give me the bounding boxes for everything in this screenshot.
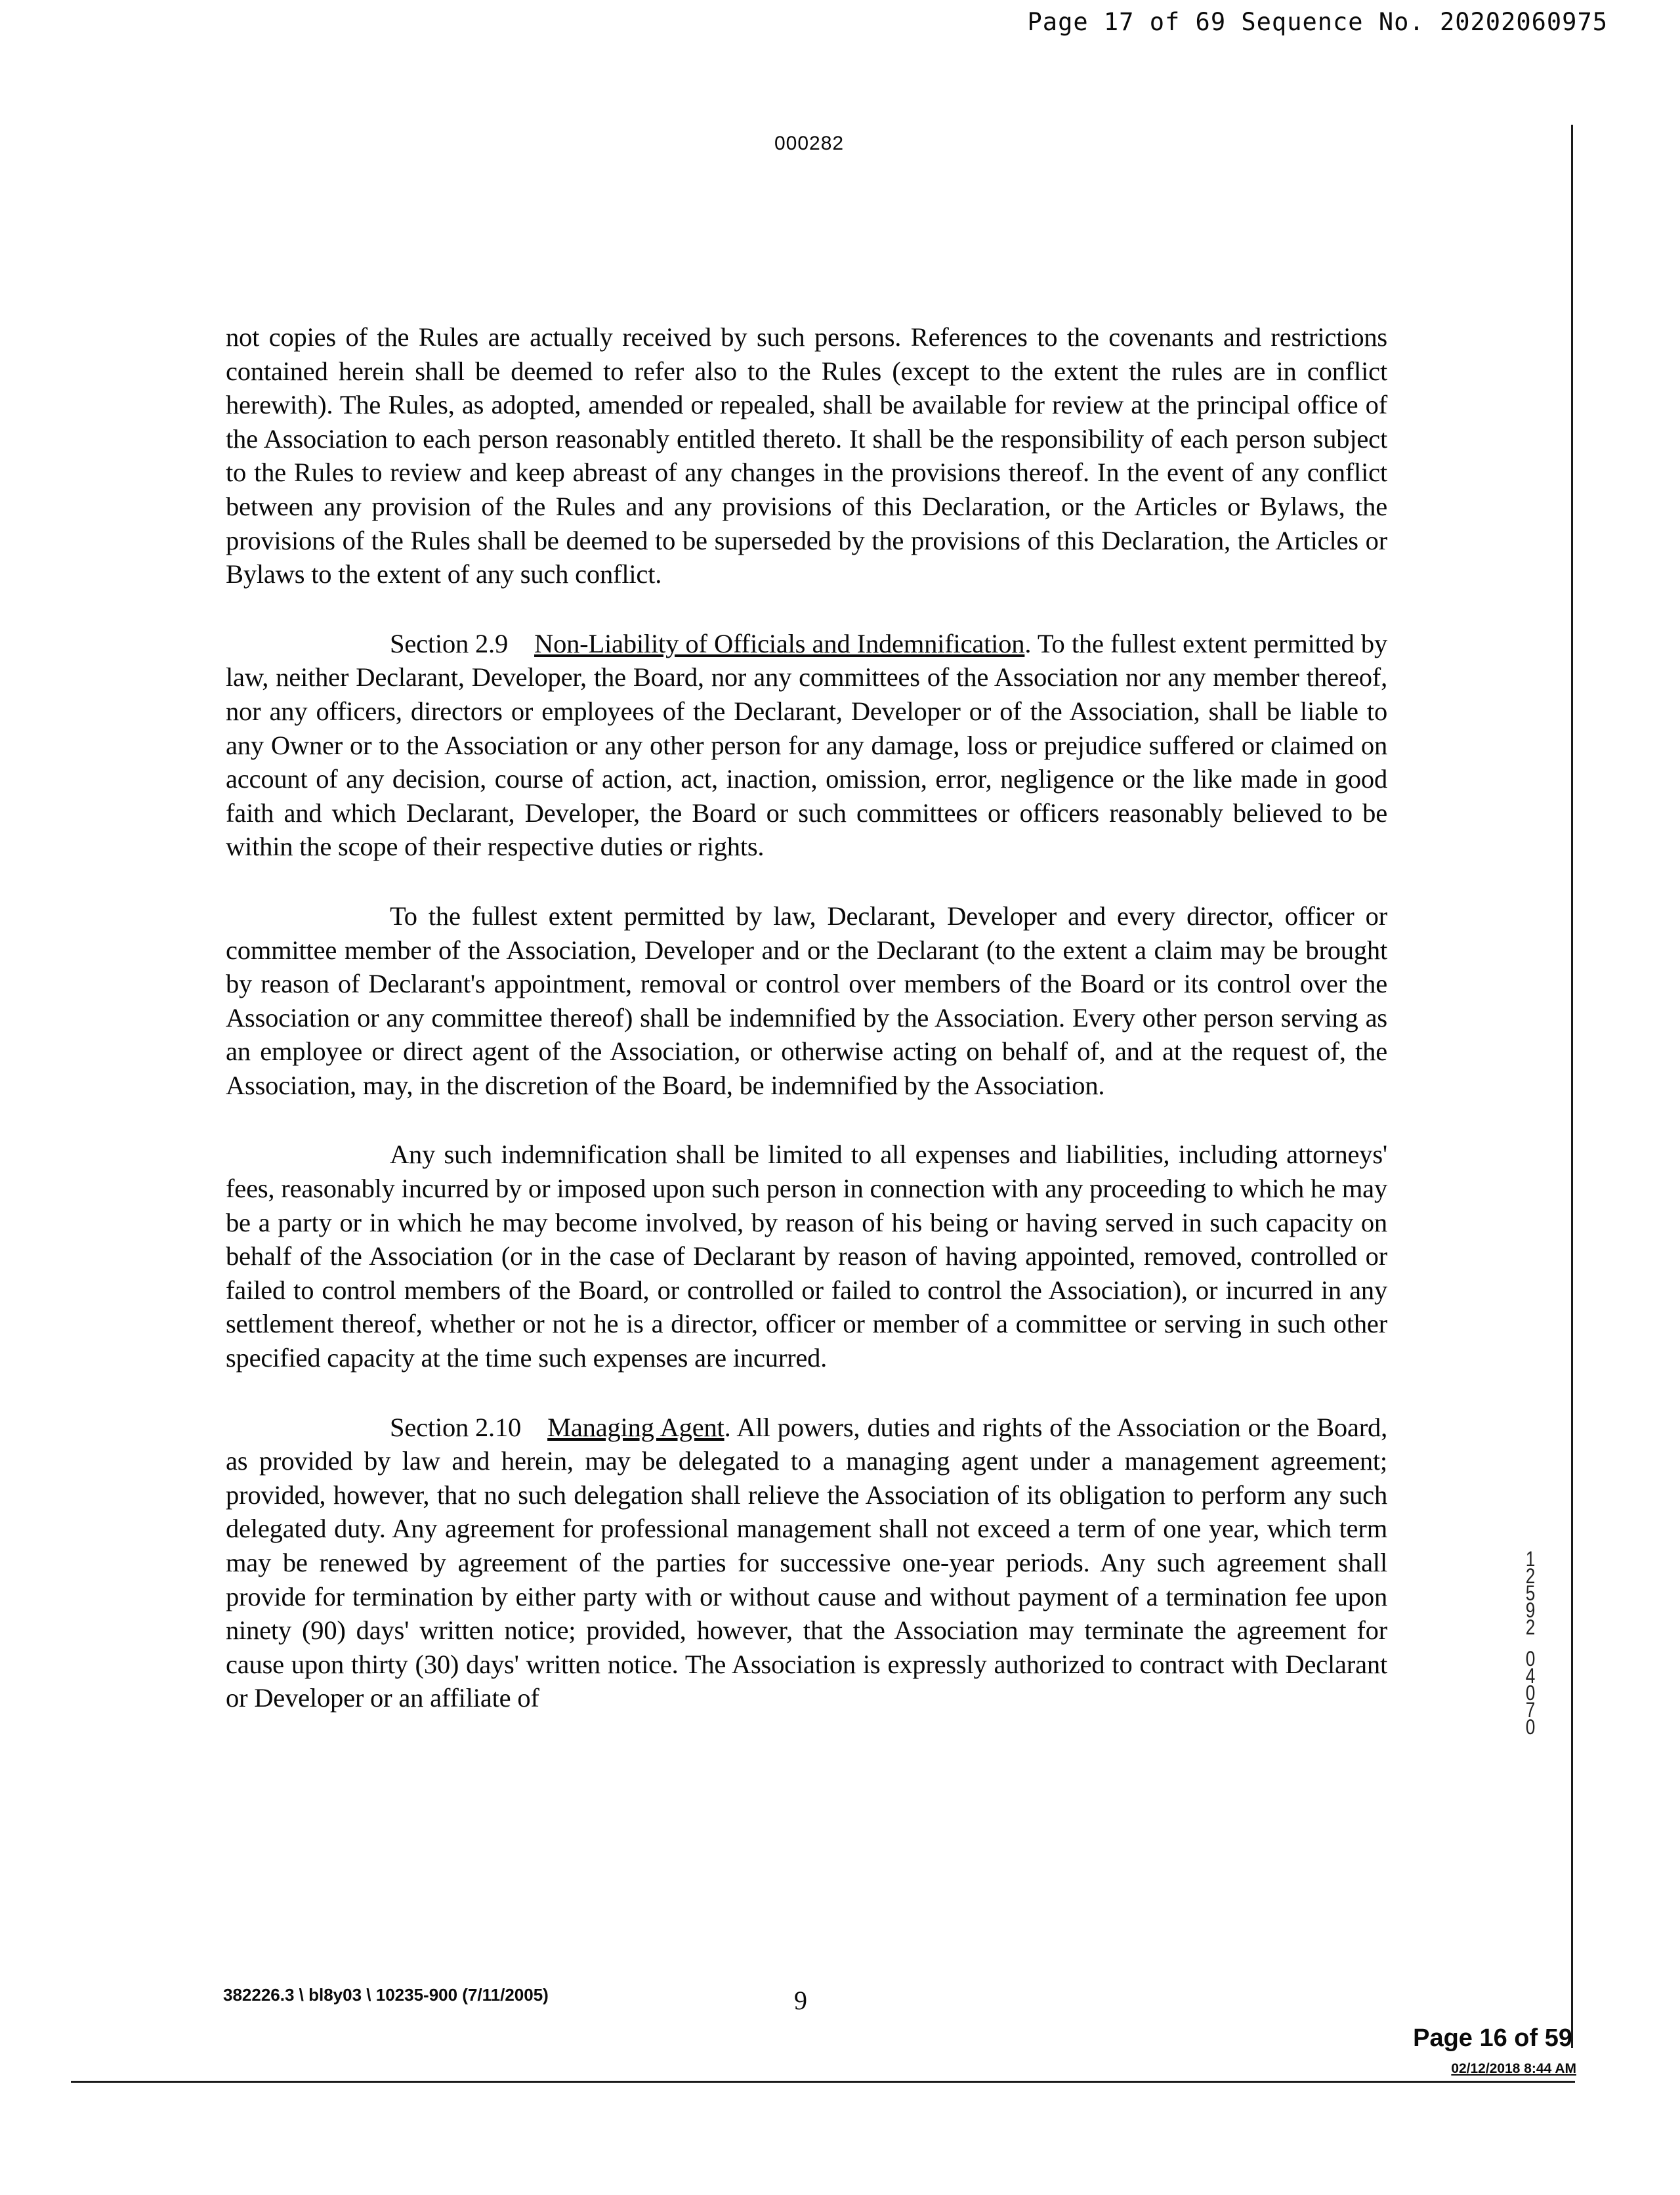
side-stamp-digit: 7 — [1525, 1698, 1536, 1722]
side-stamp-digit: 0 — [1525, 1681, 1536, 1705]
paragraph-indemnification — [226, 899, 1387, 1103]
section-2-10-label: Section 2.10 — [390, 1412, 522, 1442]
side-stamp-digit: 0 — [1525, 1647, 1536, 1671]
section-2-10-text: . All powers, duties and rights of the Association or the Board, as provided by law and herein, may be delegated to a managing agent under a management agreement; provided, however, that no such delegation shall relieve the Association of its obligation to perform any such delegated duty. Any agreement for professional management shall not exceed a term of one year, which term may be renewed by agreement of the parties for successive one-year periods. Any such agreement shall provide for termination by either party with or without cause and without payment of a termination fee upon ninety (90) days' written notice; provided, however, that the Association may terminate the agreement for cause upon thirty (30) days' written notice. The Association is expressly authorized to contract with Declarant or Developer or an affiliate of — [226, 1412, 1388, 1713]
paragraph-indemnification-text: To the fullest extent permitted by law, Declarant, Developer and every director, officer or committee member of the Association, Developer and or the Declarant (to the extent a claim may be brought by reason of Declarant's appointment, removal or control over members of the Board or its control over the Association or any committee thereof) shall be indemnified by the Association. Every other person serving as an employee or direct agent of the Association, or otherwise acting on behalf of, and at the request of, the Association, may, in the discretion of the Board, be indemnified by the Association. — [226, 901, 1387, 1100]
paragraph-rules-continued: not copies of the Rules are actually received by such persons. References to the covenants and restrictions contained herein shall be deemed to refer also to the Rules (except to the extent the rules are in conflict herewith). The Rules, as adopted, amended or repealed, shall be available for review at the principal office of the Association to each person reasonably entitled thereto. It shall be the responsibility of each person subject to the Rules to review and keep abreast of any changes in the provisions thereof. In the event of any conflict between any provision of the Rules and any provisions of this Declaration, or the Articles or Bylaws, the provisions of the Rules shall be deemed to be superseded by the provisions of this Declaration, the Articles or Bylaws to the extent of any such conflict. — [226, 322, 1387, 589]
document-stamp-number: 000282 — [774, 133, 845, 154]
side-stamp-digit: 1 — [1525, 1547, 1536, 1571]
section-2-10-title: Managing Agent — [547, 1412, 724, 1442]
side-book-page-stamp — [1514, 1547, 1546, 1739]
section-2-10 — [226, 1411, 1387, 1715]
section-2-9-title: Non-Liability of Officials and Indemnification — [534, 628, 1025, 658]
side-stamp-digit: 2 — [1525, 1615, 1536, 1639]
section-2-9-text: . To the fullest extent permitted by law, neither Declarant, Developer, the Board, nor any committees of the Association nor any member thereof, nor any officers, directors or employees of the Declarant, Developer or of the Association, shall be liable to any Owner or to the Association or any other person for any damage, loss or prejudice suffered or claimed on account of any decision, course of action, act, inaction, omission, error, negligence or the like made in good faith and which Declarant, Developer, the Board or such committees or officers reasonably believed to be within the scope of their respective duties or rights. — [226, 628, 1387, 862]
footer-page-number: 9 — [794, 1986, 807, 2015]
right-margin-rule — [1571, 125, 1573, 2048]
document-body — [226, 320, 1387, 1751]
paragraph-indemnification-limits — [226, 1138, 1387, 1375]
side-stamp-digit: 9 — [1525, 1598, 1536, 1622]
footer-document-id: 382226.3 \ bl8y03 \ 10235-900 (7/11/2005) — [223, 1985, 549, 2005]
section-2-9-label: Section 2.9 — [390, 628, 509, 658]
section-2-9 — [226, 627, 1387, 864]
side-stamp-digit: 2 — [1525, 1564, 1536, 1588]
sequence-header: Page 17 of 69 Sequence No. 20202060975 — [1027, 8, 1608, 36]
side-stamp-digit: 5 — [1525, 1581, 1536, 1605]
recording-page-count: Page 16 of 59 — [1413, 2024, 1572, 2052]
bottom-rule — [71, 2081, 1575, 2083]
side-stamp-digit: 4 — [1525, 1664, 1536, 1688]
side-stamp-digit: 0 — [1525, 1715, 1536, 1739]
recording-timestamp: 02/12/2018 8:44 AM — [1451, 2061, 1576, 2076]
paragraph-indemnification-limits-text: Any such indemnification shall be limited to all expenses and liabilities, including attorneys' fees, reasonably incurred by or imposed upon such person in connection with any proceeding to which he may be a party or in which he may become involved, by reason of his being or having served in such capacity on behalf of the Association (or in the case of Declarant by reason of having appointed, removed, controlled or failed to control members of the Board, or controlled or failed to control the Association), or incurred in any settlement thereof, whether or not he is a director, officer or member of a committee or serving in such other specified capacity at the time such expenses are incurred. — [226, 1140, 1387, 1373]
